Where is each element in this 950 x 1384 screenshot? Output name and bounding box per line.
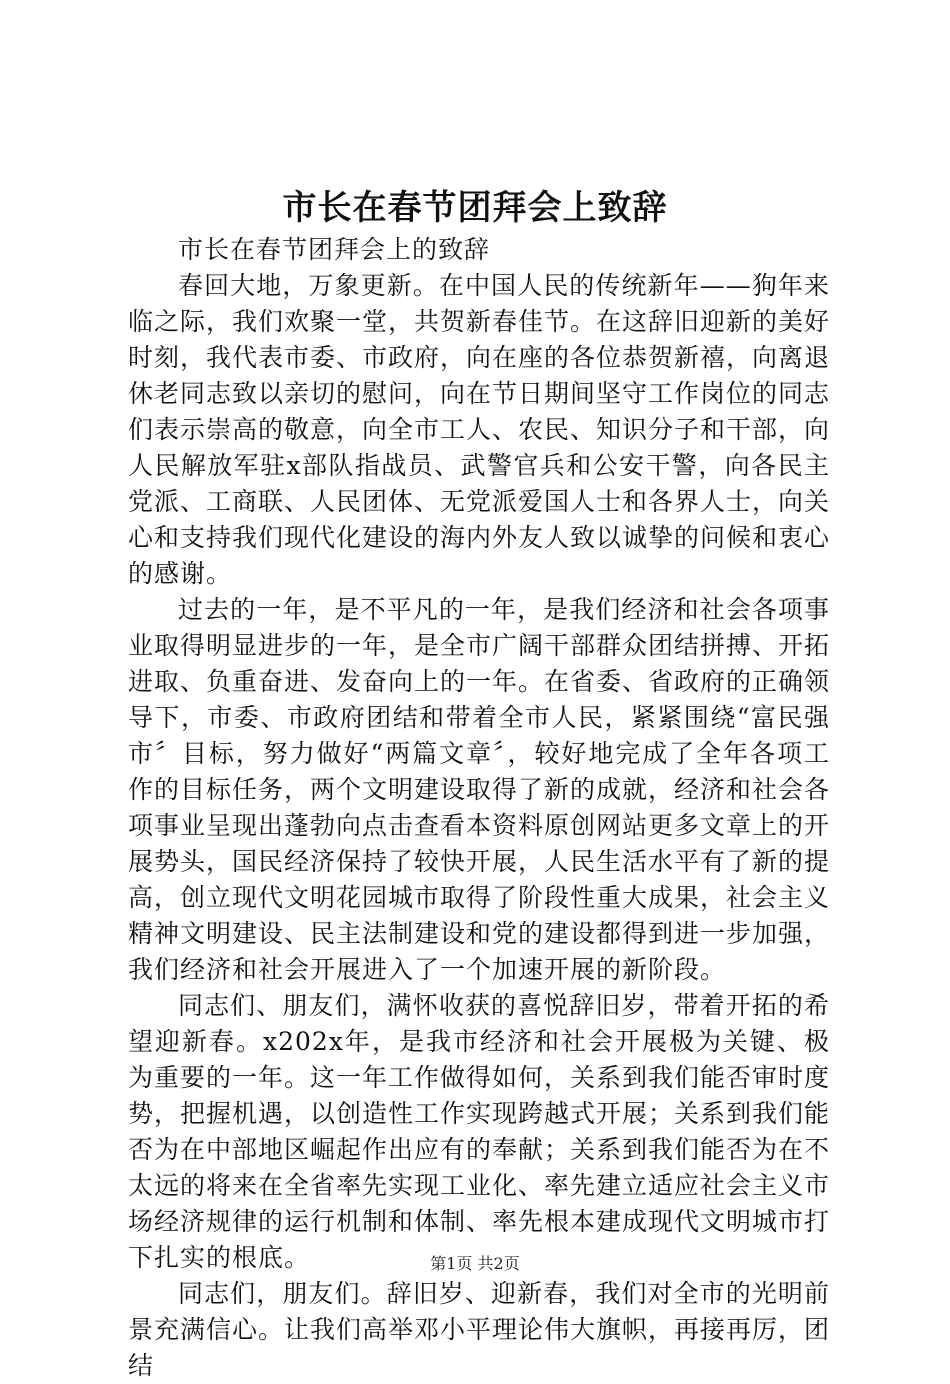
body-paragraph: 春回大地，万象更新。在中国人民的传统新年——狗年来临之际，我们欢聚一堂，共贺新春佳节。在这辞旧迎新的美好时刻，我代表市委、市政府，向在座的各位恭贺新禧，向离退休老同志致以亲切的慰问，向在节日期间坚守工作岗位的同志们表示崇高的敬意，向全市工人、农民、知识分子和干部，向人民解放军驻x部队指战员、武警官兵和公安干警，向各民主党派、工商联、人民团体、无党派爱国人士和各界人士，向关心和支持我们现代化建设的海内外友人致以诚挚的问候和衷心的感谢。 [128, 271, 831, 588]
body-paragraph: 过去的一年，是不平凡的一年，是我们经济和社会各项事业取得明显进步的一年，是全市广阔干部群众团结拼搏、开拓进取、负重奋进、发奋向上的一年。在省委、省政府的正确领导下，市委、市政府团结和带着全市人民，紧紧围绕“富民强市〞目标，努力做好“两篇文章〞，较好地完成了全年各项工作的目标任务，两个文明建设取得了新的成就，经济和社会各项事业呈现出蓬勃向点击查看本资料原创网站更多文章上的开展势头，国民经济保持了较快开展，人民生活水平有了新的提高，创立现代文明花园城市取得了阶段性重大成果，社会主义精神文明建设、民主法制建设和党的建设都得到进一步加强，我们经济和社会开展进入了一个加速开展的新阶段。 [128, 595, 831, 984]
subtitle-paragraph: 市长在春节团拜会上的致辞 [178, 235, 491, 264]
document-title: 市长在春节团拜会上致辞 [282, 188, 668, 228]
page-number-footer: 第1页 共2页 [430, 1254, 520, 1273]
body-paragraph: 同志们、朋友们，满怀收获的喜悦辞旧岁，带着开拓的希望迎新春。x202x年，是我市经济和社会开展极为关键、极为重要的一年。这一年工作做得如何，关系到我们能否审时度势，把握机遇，以创造性工作实现跨越式开展；关系到我们能否为在中部地区崛起作出应有的奉献；关系到我们能否为在不太远的将来在全省率先实现工业化、率先建立适应社会主义市场经济规律的运行机制和体制、率先根本建成现代文明城市打下扎实的根底。 [128, 991, 831, 1272]
body-paragraph: 同志们，朋友们。辞旧岁、迎新春，我们对全市的光明前景充满信心。让我们高举邓小平理论伟大旗帜，再接再厉，团结 [128, 1279, 831, 1380]
document-body [128, 232, 830, 1384]
